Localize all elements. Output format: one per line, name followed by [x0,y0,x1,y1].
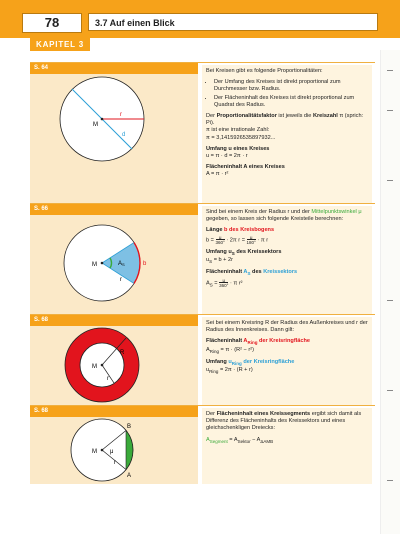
arc-label: b [143,261,147,267]
table-row [30,314,375,405]
center-label: M [92,262,97,268]
diameter-label: d [122,132,126,138]
segment-text: Der Flächeninhalt eines Kreissegments ergibt sich damit als Differenz des Flächeninhalts des Kreissektors und eines gleichschenkligen Dreiecks: [206,411,362,432]
list-item: • Der Flächeninhalt des Kreises ist direkt proportional zum Quadrat des Radius. [214,95,368,109]
figure-sector [30,215,198,314]
radius-label: r [120,277,122,283]
flaeche-block: Flächeninhalt A eines Kreises A = π · r² [206,164,285,178]
intro-text: Sind bei einem Kreis der Radius r und der Mittelpunktswinkel μ gegeben, so lassen sich folgende Kreisteile berechnen: [206,209,362,223]
page-ref: S. 64 [30,63,198,74]
segment-formula: $A_{Segment} = A_{Sektor} - A_{\Delta AMB}$ [206,436,274,444]
chapter-tab: KAPITEL 3 [30,38,90,51]
page-ref: S. 68 [30,315,198,326]
table-row [30,203,375,314]
center-label: M [92,364,97,370]
center-label: M [93,122,98,128]
center-label: M [92,449,97,455]
page-number: 78 [22,13,82,33]
figure-ring [30,326,198,405]
sektor-flaeche-block: Flächeninhalt $A_S$ des Kreissektors $A_S = \frac{\mu}{360^\circ} \cdot \pi$ r² [206,269,298,288]
figure-circle [30,74,198,203]
svg-text:S: S [122,262,125,267]
summary-table [30,62,375,484]
angle-label: μ [110,449,114,455]
figure-segment [30,417,198,484]
text-block [202,65,372,203]
text-block [202,317,372,405]
list-item: • Der Umfang des Kreises ist direkt proportional zum Durchmesser bzw. Radius. [214,79,368,93]
text-block [202,408,372,484]
sector-label: A [118,261,123,267]
text-block [202,206,372,314]
radius-label: r [114,460,116,466]
radius-label: r [120,112,122,118]
ring-umfang-block: Umfang $u_{Ring}$ der Kreisringfläche $u_{Ring} = 2\pi \cdot (R + r)$ [206,359,295,375]
intro-text: Sei bei einem Kreisring R der Radius des Außenkreises und r der Radius des Innenkreises. Dann gilt: [206,320,368,334]
point-b-label: B [127,424,132,430]
intro-text: Bei Kreisen gibt es folgende Proportionalitäten: [206,68,323,74]
table-row [30,62,375,203]
page-edge-bar [380,50,400,534]
bogen-block: Länge b des Kreisbogens $b = \frac{\mu}{360^\circ} \cdot 2\pi$ $r = \frac{\mu}{180^\circ} \cdot \pi$ r [206,227,275,245]
section-title: 3.7 Auf einen Blick [88,13,378,31]
umfang-block: Umfang u eines Kreises u = π · d = 2π · r [206,145,270,160]
ring-flaeche-block: Flächeninhalt $A_{Ring}$ der Kreisringfläche $A_{Ring} = \pi \cdot (R^2 - r^2)$ [206,338,310,354]
table-row [30,405,375,484]
pi-paragraph: Der Proportionalitätsfaktor ist jeweils die Kreiszahl π (sprich: Pi). π ist eine irrationale Zahl: π = 3,1415926535897932... [206,113,364,141]
outer-radius-label: R [120,350,125,356]
sektor-umfang-block: Umfang $u_S$ des Kreissektors $u_S = b + 2r$ [206,248,282,265]
page-ref: S. 68 [30,406,198,417]
page-ref: S. 66 [30,204,198,215]
inner-radius-label: r [107,376,109,382]
point-a-label: A [127,473,132,479]
